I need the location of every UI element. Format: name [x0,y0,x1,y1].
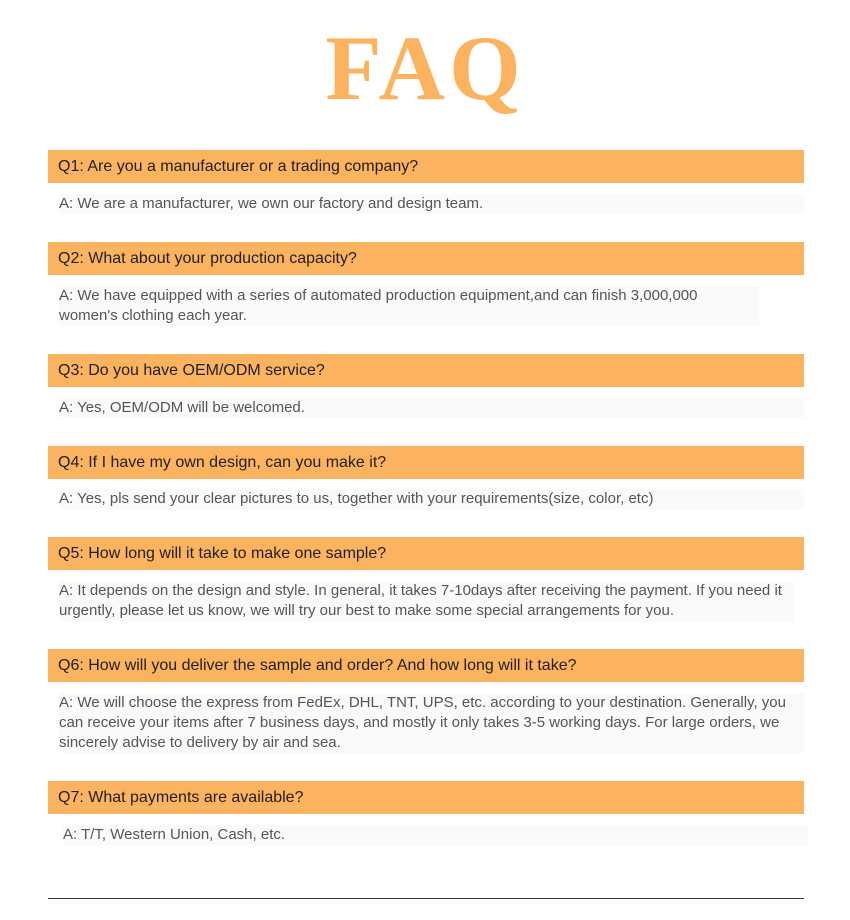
faq-answer-6: A: We will choose the express from FedEx, DHL, TNT, UPS, etc. according to your destination. Generally, you can receive your items after 7 business days, and mostly it only takes 3-5 working days. For large orders, we sincerely advise to delivery by air and sea. [59,693,804,753]
faq-question-3: Q3: Do you have OEM/ODM service? [48,354,804,387]
faq-question-1: Q1: Are you a manufacturer or a trading company? [48,150,804,183]
faq-question-2: Q2: What about your production capacity? [48,242,804,275]
faq-answer-4: A: Yes, pls send your clear pictures to us, together with your requirements(size, color, etc) [59,489,804,509]
faq-answer-1: A: We are a manufacturer, we own our factory and design team. [59,194,804,214]
faq-answer-2: A: We have equipped with a series of automated production equipment,and can finish 3,000,000 women's clothing each year. [59,286,759,326]
faq-answer-3: A: Yes, OEM/ODM will be welcomed. [59,398,804,418]
faq-question-5: Q5: How long will it take to make one sample? [48,537,804,570]
page-title: FAQ [325,17,525,119]
faq-question-4: Q4: If I have my own design, can you make it? [48,446,804,479]
faq-answer-5: A: It depends on the design and style. In general, it takes 7-10days after receiving the payment. If you need it urgently, please let us know, we will try our best to make some special arrangements for you. [59,581,794,621]
faq-answer-7: A: T/T, Western Union, Cash, etc. [63,825,808,845]
bottom-divider [48,898,804,899]
faq-question-7: Q7: What payments are available? [48,781,804,814]
faq-question-6: Q6: How will you deliver the sample and order? And how long will it take? [48,649,804,682]
